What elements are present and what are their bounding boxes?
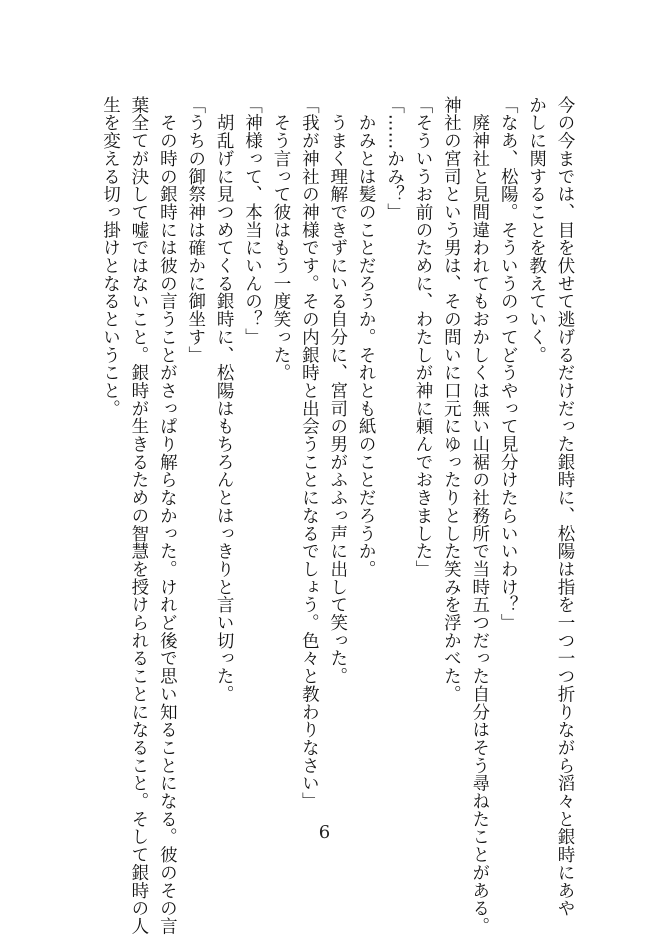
text-line: かみとは髪のことだろうか。それとも紙のことだろうか。	[356, 96, 377, 578]
page-number: 6	[318, 822, 331, 843]
text-line: そう言って彼はもう一度笑った。	[270, 96, 291, 382]
body-text	[96, 96, 579, 935]
text-line: 「神様って、本当にいんの？」	[242, 96, 263, 346]
text-line: うまく理解できずにいる自分に、宮司の男がふふっ声に出して笑った。	[327, 96, 348, 686]
text-line: 「……かみ？」	[384, 96, 405, 221]
text-line: 廃神社と見間違われてもおかしくは無い山裾の社務所で当時五つだった自分はそう尋ねたことがある。	[469, 96, 490, 935]
text-line: かしに関することを教えていく。	[526, 96, 547, 364]
text-line: 生を変える切っ掛けとなるということ。	[100, 96, 121, 418]
text-line: 今の今までは、目を伏せて逃げるだけだった銀時に、松陽は指を一つ一つ折りながら滔々と銀時にあや	[555, 96, 575, 918]
text-line: 「うちの御祭神は確かに御坐す」	[185, 96, 206, 364]
text-line: 胡乱げに見つめてくる銀時に、松陽はもちろんとはっきりと言い切った。	[214, 96, 235, 703]
text-line: その時の銀時には彼の言うことがさっぱり解らなかった。けれど後で思い知ることになる。彼のその言	[157, 96, 178, 935]
text-line: 神社の宮司という男は、その問いに口元にゆったりとした笑みを浮かべた。	[441, 96, 462, 703]
text-line: 「我が神社の神様です。その内銀時と出会うことになるでしょう。色々と教わりなさい」	[299, 96, 320, 810]
text-line: 葉全てが決して嘘ではないこと。銀時が生きるための智慧を授けられることになること。そして銀時の人	[128, 96, 149, 935]
text-line: 「そういうお前のために、わたしが神に頼んでおきました」	[412, 96, 433, 578]
text-line: 「なあ、松陽。そういうのってどうやって見分けたらいいわけ？」	[498, 96, 519, 632]
